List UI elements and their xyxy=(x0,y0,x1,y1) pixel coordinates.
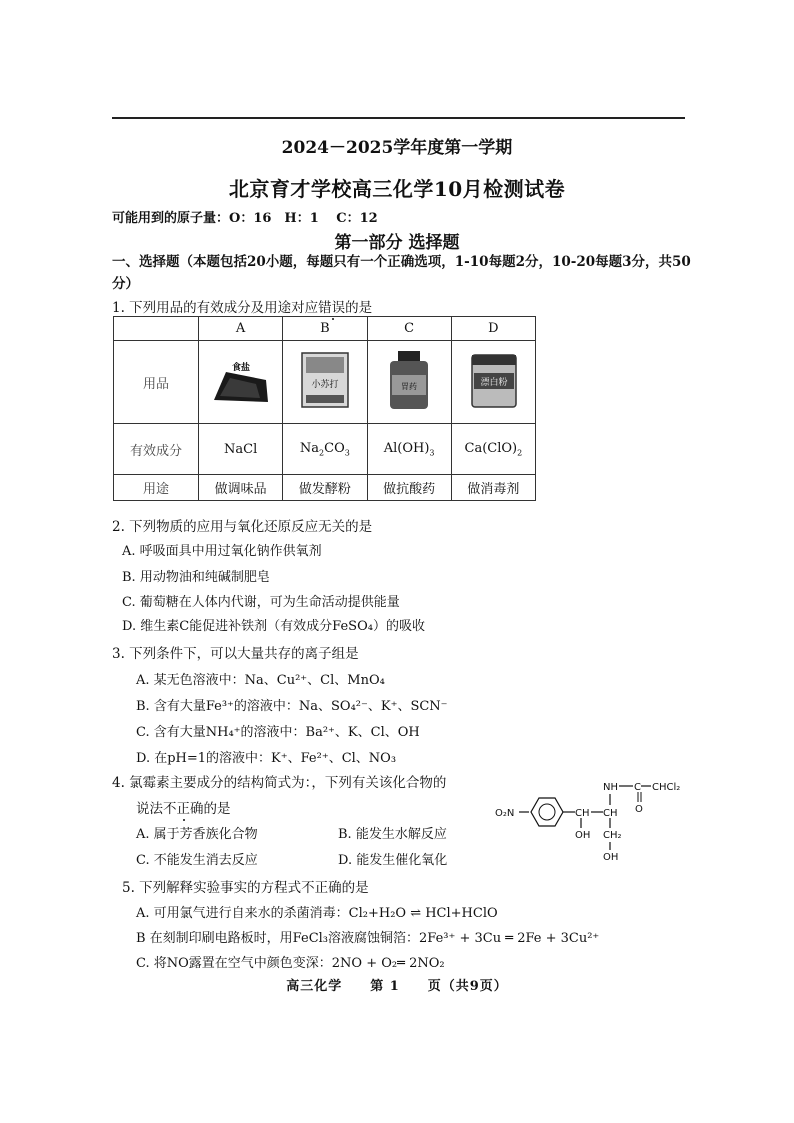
part-heading: 第一部分 选择题 xyxy=(334,233,460,253)
q1-table xyxy=(113,316,536,501)
component-c: $Al(OH)_3$ xyxy=(367,424,451,475)
struct-label-ch1: CH xyxy=(575,808,590,819)
q4-option-a: A. 属于芳香族化合物 xyxy=(136,827,258,842)
use-a: 做调味品 xyxy=(199,475,283,501)
salt-package-image xyxy=(199,341,283,424)
chloramphenicol-structure xyxy=(495,776,695,868)
bleach-label: 漂白粉 xyxy=(480,378,508,388)
q4-option-d: D. 能发生催化氧化 xyxy=(338,853,448,868)
baking-soda-image xyxy=(283,341,367,424)
q4-stem-line2: 说法不正确的是 xyxy=(136,801,231,817)
use-c: 做抗酸药 xyxy=(367,475,451,501)
row-label-item: 用品 xyxy=(114,341,199,424)
struct-label-ch2: CH xyxy=(603,808,618,819)
component-a: NaCl xyxy=(199,424,283,475)
antacid-bottle-image xyxy=(367,341,451,424)
top-rule xyxy=(112,117,685,119)
struct-label-ch2: CH₂ xyxy=(603,830,622,841)
use-b: 做发酵粉 xyxy=(283,475,367,501)
q2-stem: 2. 下列物质的应用与氧化还原反应无关的是 xyxy=(112,519,373,535)
struct-label-oh1: OH xyxy=(575,830,591,841)
q3-option-a: A. 某无色溶液中：Na、Cu²⁺、Cl、MnO₄ xyxy=(136,673,385,688)
q3-option-c: C. 含有大量NH₄⁺的溶液中：Ba²⁺、K、Cl、OH xyxy=(136,725,420,740)
atomic-masses: 可能用到的原子量：O：16 H：1 C：12 xyxy=(112,211,378,226)
struct-label-chcl2: CHCl₂ xyxy=(652,782,681,793)
antacid-label: 胃药 xyxy=(401,382,418,391)
use-d: 做消毒剂 xyxy=(451,475,535,501)
salt-label: 食盐 xyxy=(231,363,250,373)
page-footer: 高三化学 第 1 页（共9页） xyxy=(286,979,508,994)
col-header-c: C xyxy=(367,317,451,341)
baking-soda-label: 小苏打 xyxy=(311,380,339,390)
col-header-b: B xyxy=(283,317,367,341)
q4-stem: 4. 氯霉素主要成分的结构简式为：，下列有关该化合物的 xyxy=(112,775,447,791)
col-header-a: A xyxy=(199,317,283,341)
q5-option-b: B 在刻制印刷电路板时，用FeCl₃溶液腐蚀铜箔：2Fe³⁺ + 3Cu ═ 2Fe + 3Cu²⁺ xyxy=(136,931,600,946)
q2-option-c: C. 葡萄糖在人体内代谢，可为生命活动提供能量 xyxy=(122,595,400,610)
q2-option-b: B. 用动物油和纯碱制肥皂 xyxy=(122,570,270,585)
bleach-powder-image xyxy=(451,341,535,424)
struct-label-o: O xyxy=(635,804,643,815)
struct-label-oh2: OH xyxy=(603,852,619,863)
q1-stem: 1. 下列用品的有效成分及用途对应错误的是 xyxy=(112,300,373,316)
row-label-component: 有效成分 xyxy=(114,424,199,475)
row-label-use: 用途 xyxy=(114,475,199,501)
q4-option-c: C. 不能发生消去反应 xyxy=(136,853,258,868)
q4-option-b: B. 能发生水解反应 xyxy=(338,827,447,842)
q2-option-a: A. 呼吸面具中用过氧化钠作供氧剂 xyxy=(122,544,322,559)
q3-option-d: D. 在pH=1的溶液中：K⁺、Fe²⁺、Cl、NO₃ xyxy=(136,751,397,766)
struct-label-o2n: O₂N xyxy=(495,808,515,819)
struct-label-c: C xyxy=(634,782,641,793)
q5-option-a: A. 可用氯气进行自来水的杀菌消毒：Cl₂+H₂O ⇌ HCl+HClO xyxy=(136,906,498,921)
component-b: $Na_2CO_3$ xyxy=(283,424,367,475)
school-year: 2024－2025学年度第一学期 xyxy=(281,138,513,158)
q3-option-b: B. 含有大量Fe³⁺的溶液中：Na、SO₄²⁻、K⁺、SCN⁻ xyxy=(136,699,448,714)
table-corner xyxy=(114,317,199,341)
q5-stem: 5. 下列解释实验事实的方程式不正确的是 xyxy=(122,880,369,896)
exam-title: 北京育才学校高三化学10月检测试卷 xyxy=(228,177,566,201)
struct-label-nh: NH xyxy=(603,782,618,793)
q2-option-d: D. 维生素C能促进补铁剂（有效成分FeSO₄）的吸收 xyxy=(122,619,425,634)
col-header-d: D xyxy=(451,317,535,341)
q5-option-c: C. 将NO露置在空气中颜色变深：2NO + O₂═ 2NO₂ xyxy=(136,956,445,971)
section-instructions: 一、选择题（本题包括20小题，每题只有一个正确选项，1-10每题2分，10-20每题3分，共50分） xyxy=(112,254,691,292)
component-d: $Ca(ClO)_2$ xyxy=(451,424,535,475)
q3-stem: 3. 下列条件下，可以大量共存的离子组是 xyxy=(112,646,359,662)
